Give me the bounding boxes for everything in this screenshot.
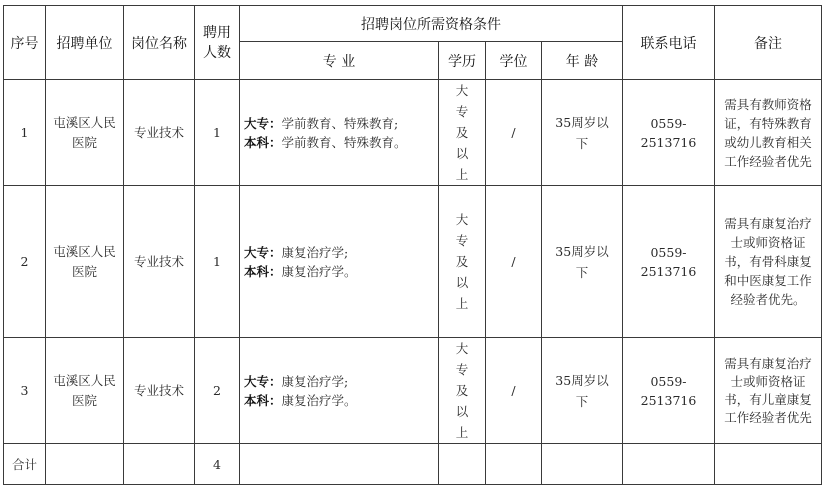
major-dazhuan: 康复治疗学; [281,373,349,389]
total-row [4,444,822,485]
major-dazhuan-label: 大专： [244,244,282,260]
row-position: 专业技术 [124,338,195,444]
row-phone: 0559-2513716 [623,186,715,338]
row-remarks: 需具有康复治疗士或师资格证书，有儿童康复工作经验者优先 [715,338,822,444]
row-count: 1 [195,186,240,338]
row-unit: 屯溪区人民医院 [46,80,124,186]
total-empty-education [439,444,486,485]
row-degree: / [486,80,542,186]
row-education: 大专及以上 [439,338,486,444]
row-degree: / [486,186,542,338]
major-benke-label: 本科： [244,134,282,150]
header-seq: 序号 [4,6,46,80]
header-age: 年 龄 [542,42,623,80]
header-major: 专 业 [240,42,439,80]
header-phone: 联系电话 [623,6,715,80]
table-row [4,80,822,186]
header-education: 学历 [439,42,486,80]
table-row [4,186,822,338]
recruitment-table [3,5,822,485]
total-empty-age [542,444,623,485]
row-remarks: 需具有康复治疗士或师资格证书，有骨科康复和中医康复工作经验者优先。 [715,186,822,338]
row-unit: 屯溪区人民医院 [46,186,124,338]
row-education: 大专及以上 [439,80,486,186]
major-benke: 康复治疗学。 [281,263,357,279]
total-label: 合计 [4,444,46,485]
row-degree: / [486,338,542,444]
row-major [240,80,439,186]
row-age: 35周岁以下 [542,80,623,186]
total-empty-phone [623,444,715,485]
major-benke: 学前教育、特殊教育。 [281,134,407,150]
major-dazhuan-label: 大专： [244,373,282,389]
row-count: 2 [195,338,240,444]
row-seq: 3 [4,338,46,444]
header-position: 岗位名称 [124,6,195,80]
header-remarks: 备注 [715,6,822,80]
row-phone: 0559-2513716 [623,80,715,186]
total-empty-unit [46,444,124,485]
row-education: 大专及以上 [439,186,486,338]
total-count: 4 [195,444,240,485]
header-degree: 学位 [486,42,542,80]
row-position: 专业技术 [124,186,195,338]
header-count: 聘用人数 [195,6,240,80]
major-benke-label: 本科： [244,263,282,279]
table-row [4,338,822,444]
header-qualifications: 招聘岗位所需资格条件 [240,6,623,42]
major-dazhuan-label: 大专： [244,115,282,131]
row-major [240,186,439,338]
total-empty-position [124,444,195,485]
total-empty-major [240,444,439,485]
row-position: 专业技术 [124,80,195,186]
major-dazhuan: 康复治疗学; [281,244,349,260]
major-benke: 康复治疗学。 [281,392,357,408]
row-unit: 屯溪区人民医院 [46,338,124,444]
row-phone: 0559-2513716 [623,338,715,444]
total-empty-degree [486,444,542,485]
row-major [240,338,439,444]
row-age: 35周岁以下 [542,338,623,444]
header-unit: 招聘单位 [46,6,124,80]
major-benke-label: 本科： [244,392,282,408]
row-remarks: 需具有教师资格证，有特殊教育或幼儿教育相关工作经验者优先 [715,80,822,186]
row-seq: 2 [4,186,46,338]
major-dazhuan: 学前教育、特殊教育; [281,115,399,131]
total-empty-remarks [715,444,822,485]
row-seq: 1 [4,80,46,186]
row-count: 1 [195,80,240,186]
row-age: 35周岁以下 [542,186,623,338]
